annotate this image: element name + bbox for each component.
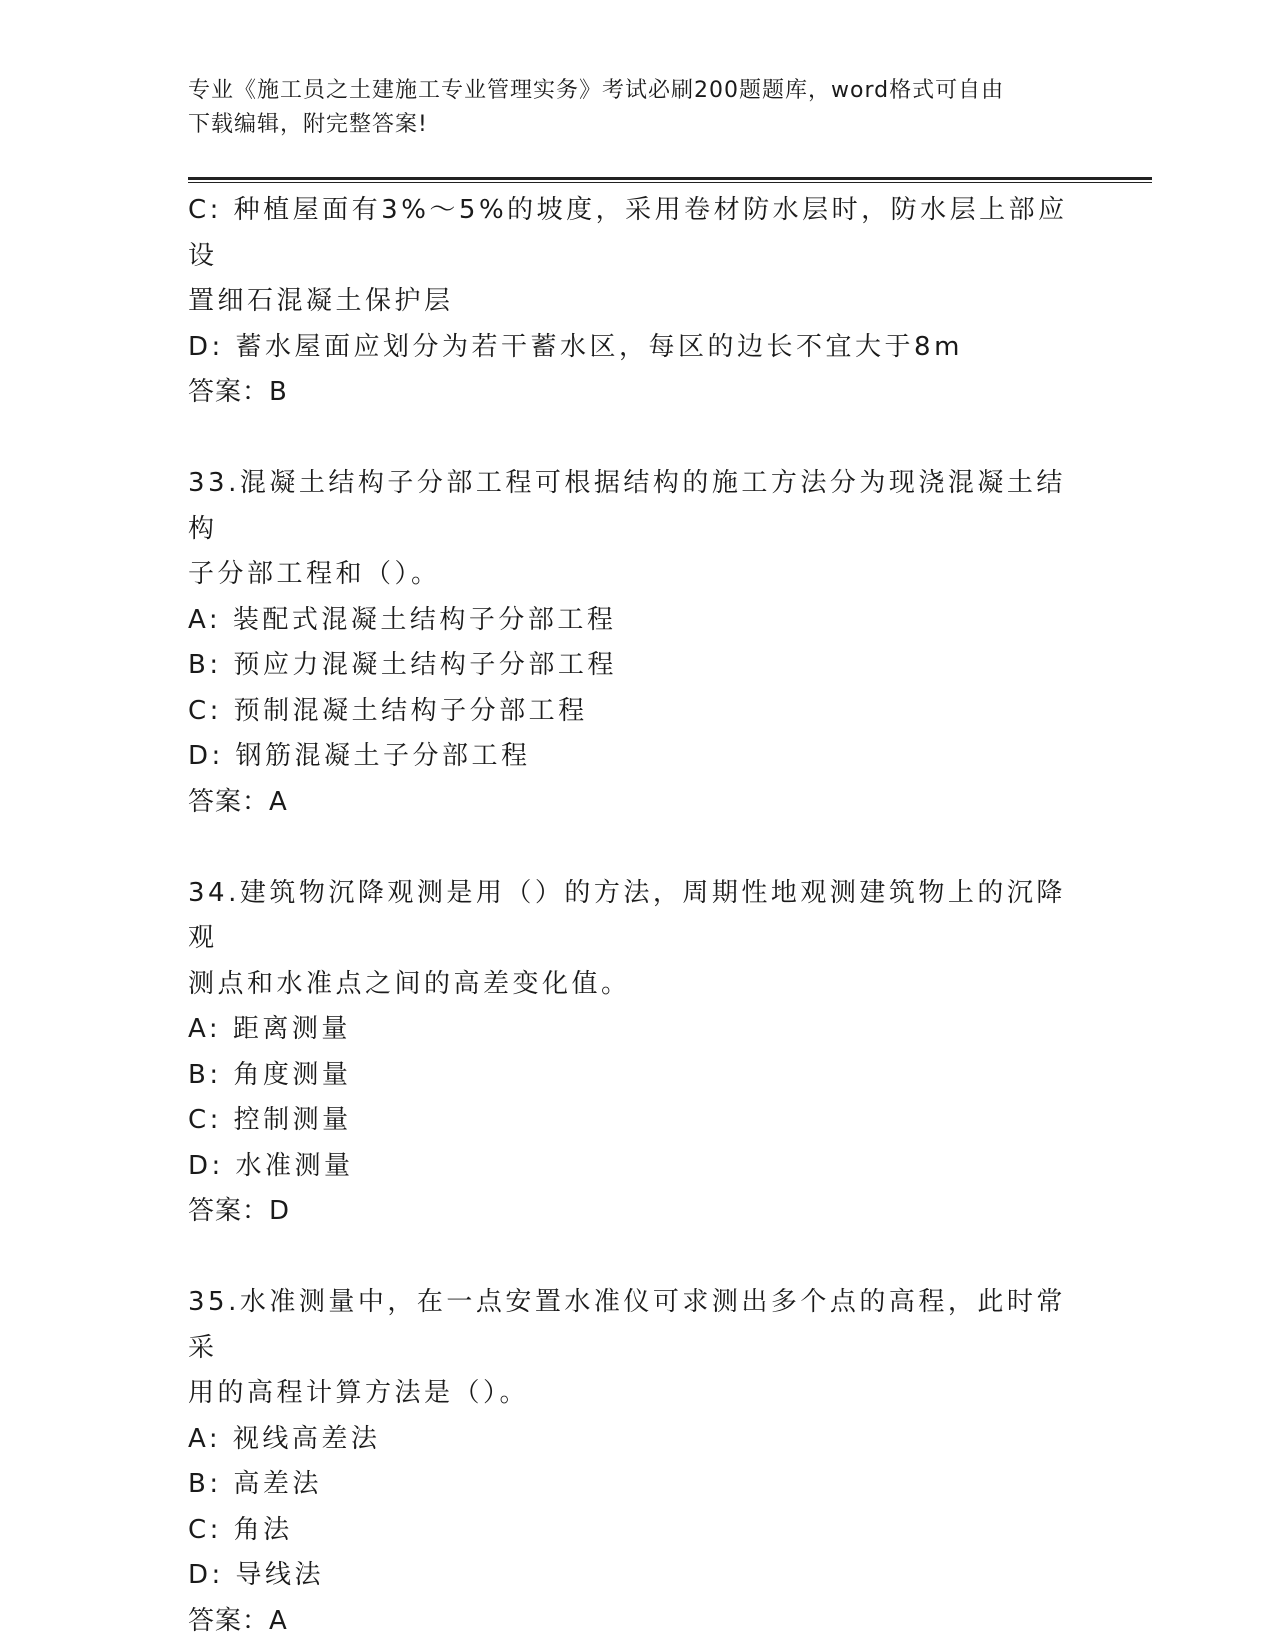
option-c: C: 控制测量	[188, 1105, 352, 1135]
question-stem-line-2: 测点和水准点之间的高差变化值。	[188, 968, 631, 999]
question-stem-line-1: 35.水准测量中，在一点安置水准仪可求测出多个点的高程，此时常采	[188, 1287, 1066, 1363]
question-content	[188, 188, 1088, 1644]
answer: 答案：A	[188, 786, 288, 817]
document-header	[188, 74, 1078, 142]
answer: 答案：D	[188, 1196, 291, 1226]
spacer	[188, 1235, 1088, 1281]
option-d: D: 钢筋混凝土子分部工程	[188, 741, 531, 771]
question-stem-line-2: 子分部工程和（）。	[188, 559, 441, 589]
option-a: A: 装配式混凝土结构子分部工程	[188, 604, 617, 635]
header-rule-thick	[188, 177, 1152, 180]
option-a: A: 距离测量	[188, 1014, 351, 1044]
question-34	[188, 871, 1088, 1235]
question-stem-line-1: 34.建筑物沉降观测是用（）的方法，周期性地观测建筑物上的沉降观	[188, 877, 1066, 953]
option-c-line-1: C: 种植屋面有3%～5%的坡度，采用卷材防水层时，防水层上部应设	[188, 195, 1068, 271]
spacer	[188, 416, 1088, 462]
option-b: B: 角度测量	[188, 1059, 352, 1090]
option-c: C: 预制混凝土结构子分部工程	[188, 695, 588, 726]
option-b: B: 高差法	[188, 1469, 322, 1499]
option-d: D: 水准测量	[188, 1150, 354, 1181]
question-stem-line-2: 用的高程计算方法是（）。	[188, 1378, 530, 1408]
continued-question	[188, 188, 1088, 416]
answer: 答案：B	[188, 377, 288, 407]
question-35	[188, 1280, 1088, 1644]
header-line-1: 专业《施工员之土建施工专业管理实务》考试必刷200题题库，word格式可自由	[188, 78, 1005, 103]
question-33	[188, 461, 1088, 825]
answer: 答案：A	[188, 1605, 288, 1636]
header-rule-thin	[188, 182, 1152, 183]
option-c: C: 角法	[188, 1514, 293, 1545]
question-stem-line-1: 33.混凝土结构子分部工程可根据结构的施工方法分为现浇混凝土结构	[188, 468, 1066, 544]
option-d: D: 蓄水屋面应划分为若干蓄水区，每区的边长不宜大于8m	[188, 331, 963, 362]
option-a: A: 视线高差法	[188, 1423, 381, 1454]
header-line-2: 下载编辑，附完整答案!	[188, 112, 428, 137]
option-c-line-2: 置细石混凝土保护层	[188, 286, 454, 316]
option-d: D: 导线法	[188, 1560, 325, 1590]
option-b: B: 预应力混凝土结构子分部工程	[188, 650, 617, 680]
spacer	[188, 825, 1088, 871]
